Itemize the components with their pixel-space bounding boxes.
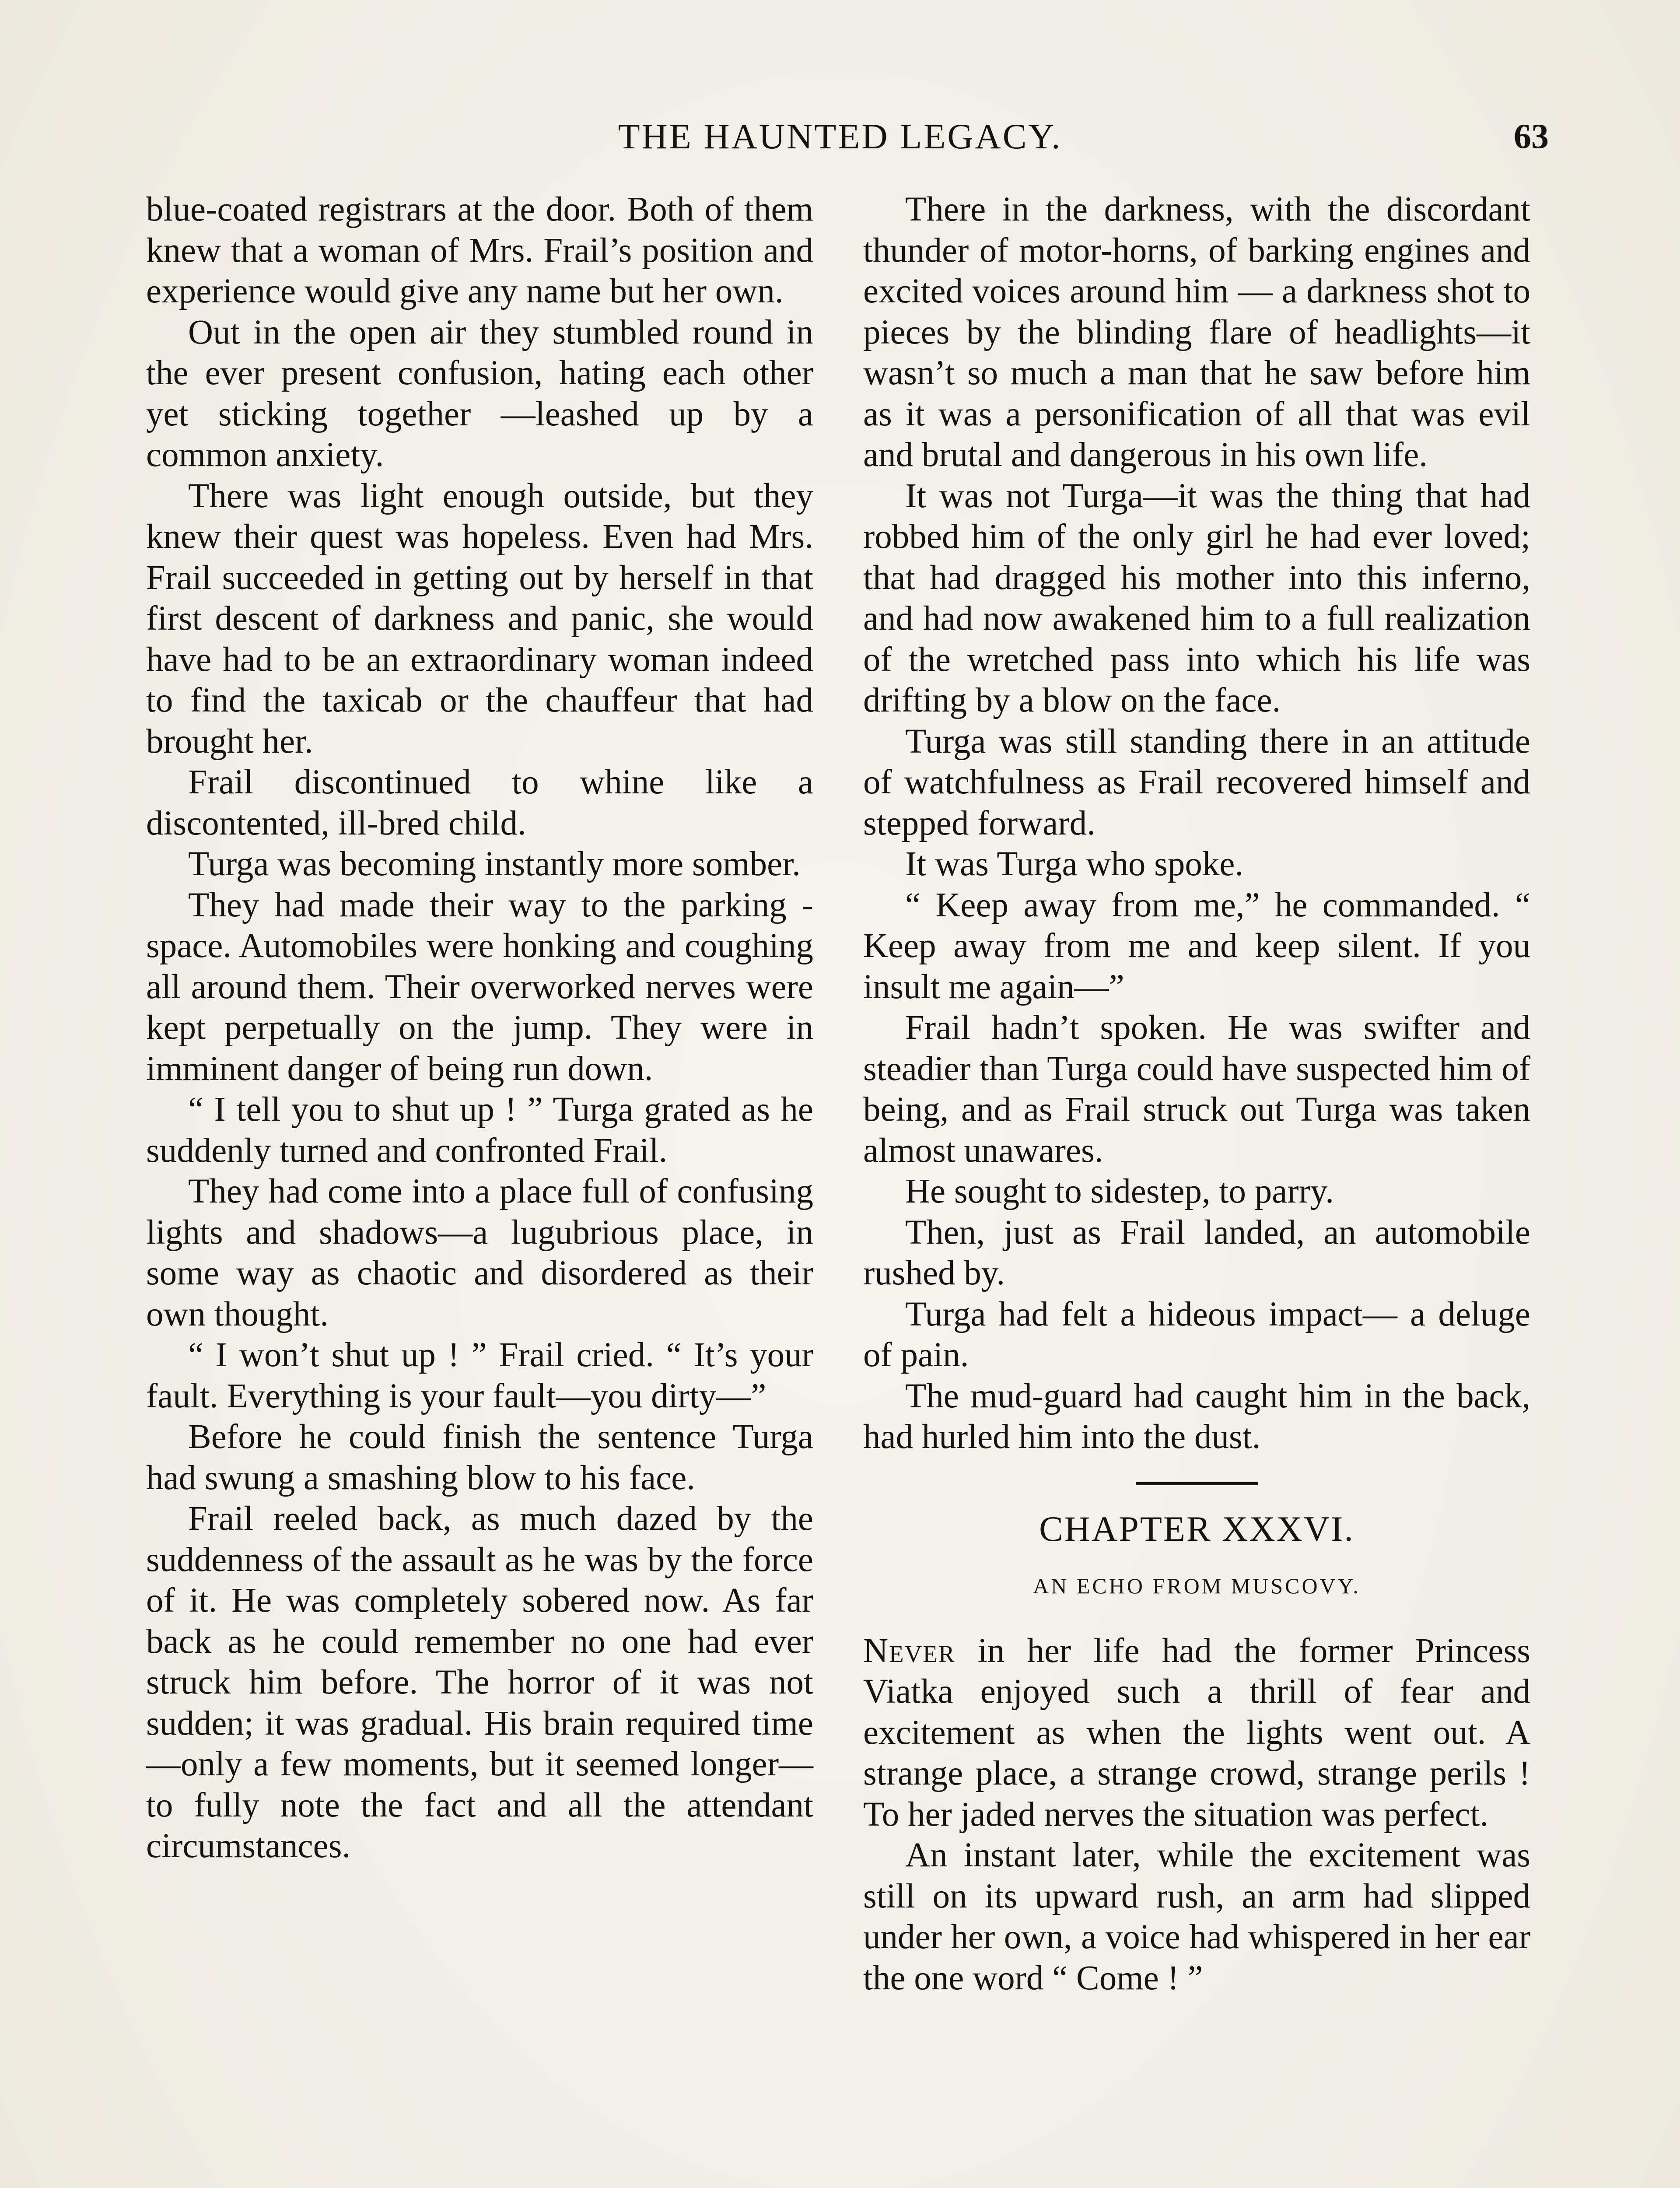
paragraph: Then, just as Frail landed, an automobile rushed by. xyxy=(863,1213,1530,1292)
paragraph: Out in the open air they stumbled round in the ever present confusion, hating each other yet sticking together —leashed up by a common anxiety. xyxy=(146,313,813,474)
section-divider xyxy=(1136,1482,1258,1485)
chapter-opening-text: in her life had the former Princess Viatka enjoyed such a thrill of fear and excitement as when the lights went out. A strange place, a strange crowd, strange perils ! To her jaded nerves the situation was perfect. xyxy=(863,1631,1530,1834)
paragraph: An instant later, while the excitement was still on its upward rush, an arm had slipped under her own, a voice had whispered in her ear the one word “ Come ! ” xyxy=(863,1836,1530,1997)
paragraph: It was not Turga—it was the thing that had robbed him of the only girl he had ever loved; that had dragged his mother into this inferno, and had now awakened him to a full realization of the wretched pass into which his life was drifting by a blow on the face. xyxy=(863,477,1530,719)
paragraph: Frail discontinued to whine like a discontented, ill-bred child. xyxy=(146,763,813,842)
left-column xyxy=(146,189,813,1867)
running-title: THE HAUNTED LEGACY. xyxy=(618,116,1062,156)
chapter-lead-word: Never xyxy=(863,1631,956,1670)
chapter-title: CHAPTER XXXVI. xyxy=(1039,1508,1354,1549)
page-number: 63 xyxy=(1514,117,1549,156)
paragraph: Frail reeled back, as much dazed by the suddenness of the assault as he was by the force of it. He was completely sobered now. As far back as he could remember no one had ever struck him before. The horror of it was not sudden; it was gradual. His brain required time—only a few moments, but it seemed longer—to fully note the fact and all the attendant circumstances. xyxy=(146,1500,813,1865)
paragraph: Turga was becoming instantly more somber. xyxy=(188,845,801,883)
paragraph: The mud-guard had caught him in the back, had hurled him into the dust. xyxy=(863,1377,1530,1456)
paragraph: It was Turga who spoke. xyxy=(905,845,1244,883)
paragraph: There in the darkness, with the discordant thunder of motor-horns, of barking engines and excited voices around him — a darkness shot to pieces by the blinding flare of headlights—it wasn’t so much a man that he saw before him as it was a personification of all that was evil and brutal and dangerous in his own life. xyxy=(863,190,1530,474)
right-column xyxy=(863,189,1530,1999)
paragraph: blue-coated registrars at the door. Both of them knew that a woman of Mrs. Frail’s position and experience would give any name but her own. xyxy=(146,190,813,310)
running-head xyxy=(0,115,1680,163)
paragraph: “ I tell you to shut up ! ” Turga grated as he suddenly turned and confronted Frail. xyxy=(146,1090,813,1170)
paragraph: They had come into a place full of confusing lights and shadows—a lugubrious place, in some way as chaotic and disordered as their own thought. xyxy=(146,1172,813,1333)
paragraph: Frail hadn’t spoken. He was swifter and steadier than Turga could have suspected him of being, and as Frail struck out Turga was taken almost unawares. xyxy=(863,1009,1530,1170)
paragraph: “ Keep away from me,” he commanded. “ Keep away from me and keep silent. If you insult me again—” xyxy=(863,886,1530,1006)
paragraph: There was light enough outside, but they knew their quest was hopeless. Even had Mrs. Frail succeeded in getting out by herself in that first descent of darkness and panic, she would have had to be an extraordinary woman indeed to find the taxicab or the chauffeur that had brought her. xyxy=(146,477,813,761)
paragraph: They had made their way to the parking - space. Automobiles were honking and coughing all around them. Their overworked nerves were kept perpetually on the jump. They were in imminent danger of being run down. xyxy=(146,886,813,1088)
paragraph: Turga had felt a hideous impact— a deluge of pain. xyxy=(863,1295,1530,1374)
paragraph: He sought to sidestep, to parry. xyxy=(905,1172,1334,1210)
chapter-opening-paragraph xyxy=(863,1630,1530,1835)
paragraph: Turga was still standing there in an attitude of watchfulness as Frail recovered himself and stepped forward. xyxy=(863,722,1530,842)
paragraph: “ I won’t shut up ! ” Frail cried. “ It’s your fault. Everything is your fault—you dirty—” xyxy=(146,1336,813,1415)
chapter-subtitle: AN ECHO FROM MUSCOVY. xyxy=(1033,1573,1361,1598)
paragraph: Before he could finish the sentence Turga had swung a smashing blow to his face. xyxy=(146,1418,813,1497)
